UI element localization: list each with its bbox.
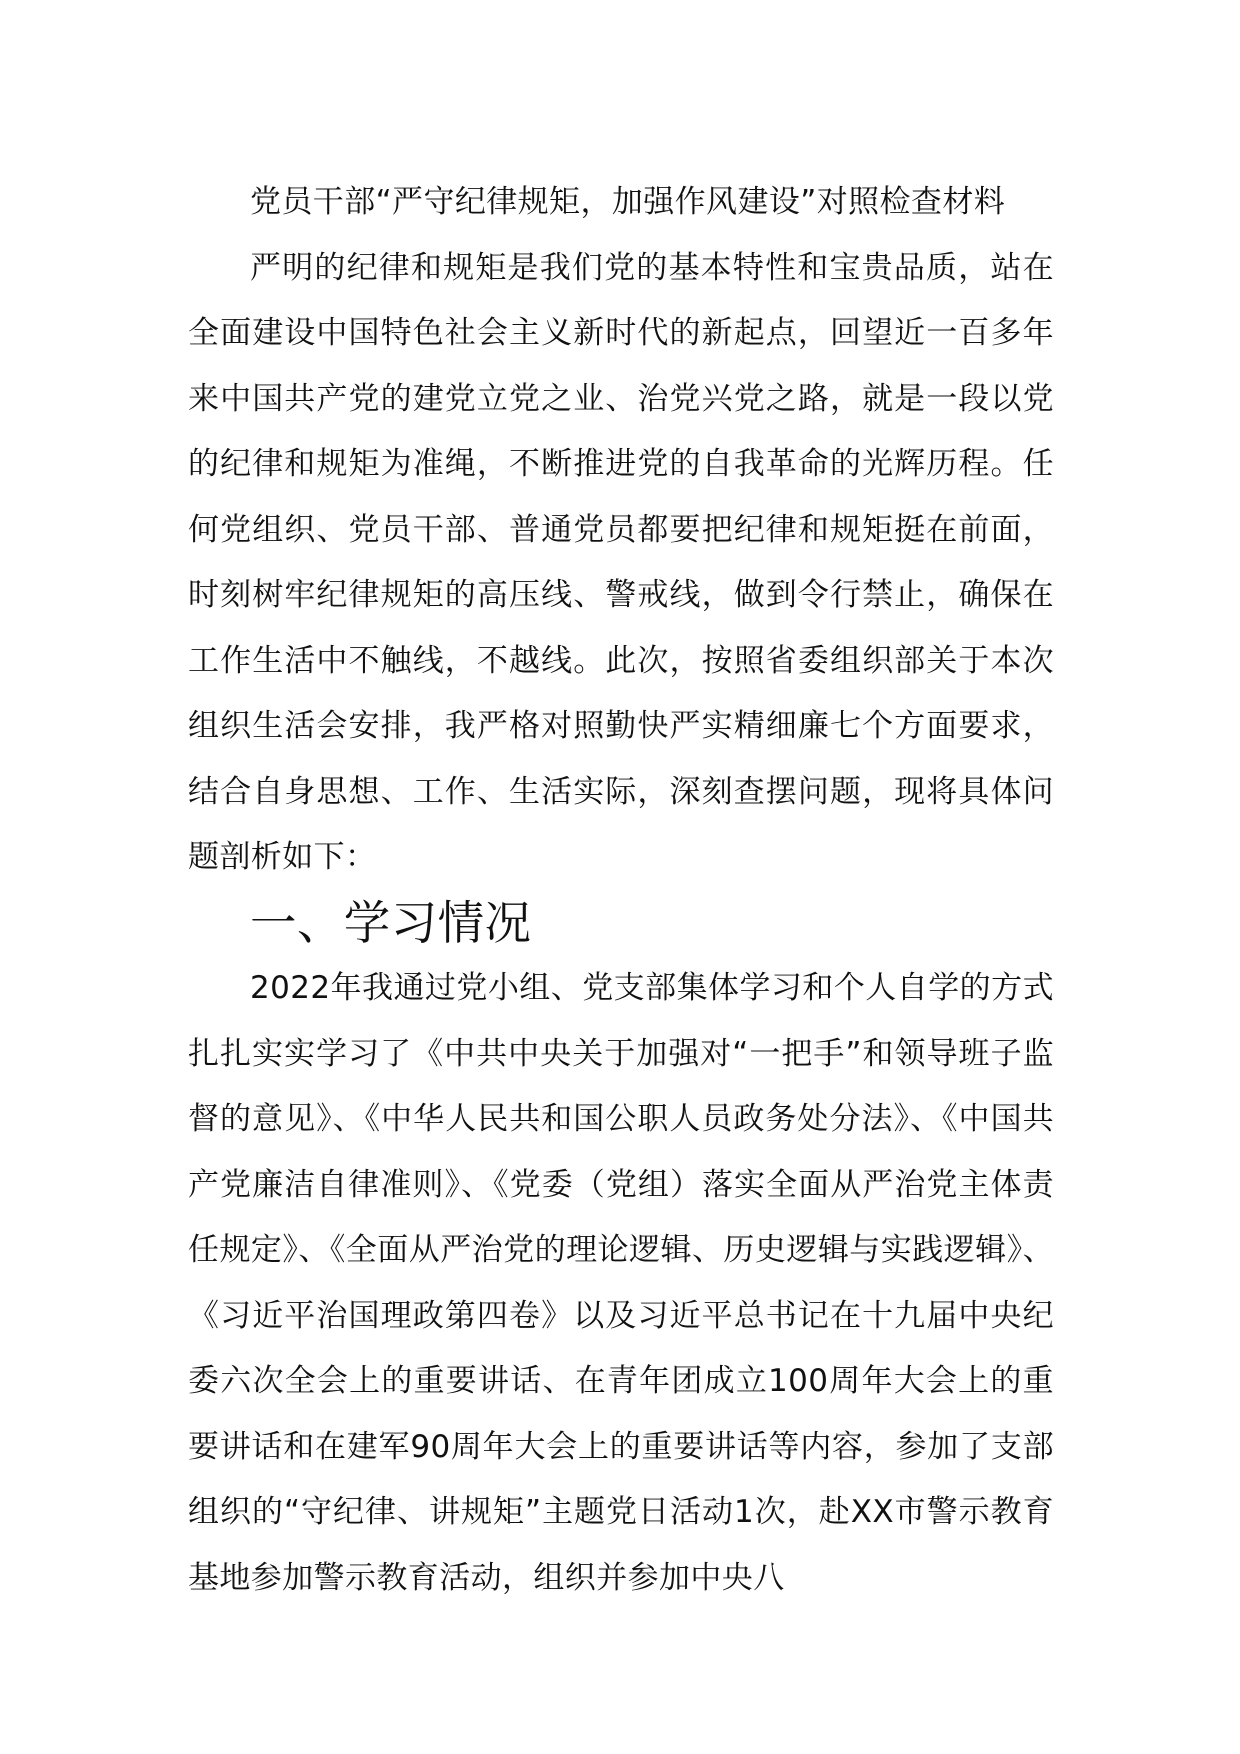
document-title: 党员干部“严守纪律规矩，加强作风建设”对照检查材料 — [250, 184, 1006, 220]
intro-paragraph: 严明的纪律和规矩是我们党的基本特性和宝贵品质，站在全面建设中国特色社会主义新时代的新起点，回望近一百多年来中国共产党的建党立党之业、治党兴党之路，就是一段以党的纪律和规矩为准绳，不断推进党的自我革命的光辉历程。任何党组织、党员干部、普通党员都要把纪律和规矩挺在前面，时刻树牢纪律规矩的高压线、警戒线，做到令行禁止，确保在工作生活中不触线，不越线。此次，按照省委组织部关于本次组织生活会安排，我严格对照勤快严实精细廉七个方面要求，结合自身思想、工作、生活实际，深刻查摆问题，现将具体问题剖析如下： — [188, 249, 1054, 875]
study-paragraph: 2022年我通过党小组、党支部集体学习和个人自学的方式扎扎实实学习了《中共中央关于加强对“一把手”和领导班子监督的意见》、《中华人民共和国公职人员政务处分法》、《中国共产党廉洁自律准则》、《党委（党组）落实全面从严治党主体责任规定》、《全面从严治党的理论逻辑、历史逻辑与实践逻辑》、《习近平治国理政第四卷》以及习近平总书记在十九届中央纪委六次全会上的重要讲话、在青年团成立100周年大会上的重要讲话和在建军90周年大会上的重要讲话等内容，参加了支部组织的“守纪律、讲规矩”主题党日活动1次，赴XX市警示教育基地参加警示教育活动，组织并参加中央八 — [188, 970, 1054, 1596]
section-heading-study: 一、学习情况 — [250, 895, 532, 950]
document-page — [188, 170, 1054, 1611]
